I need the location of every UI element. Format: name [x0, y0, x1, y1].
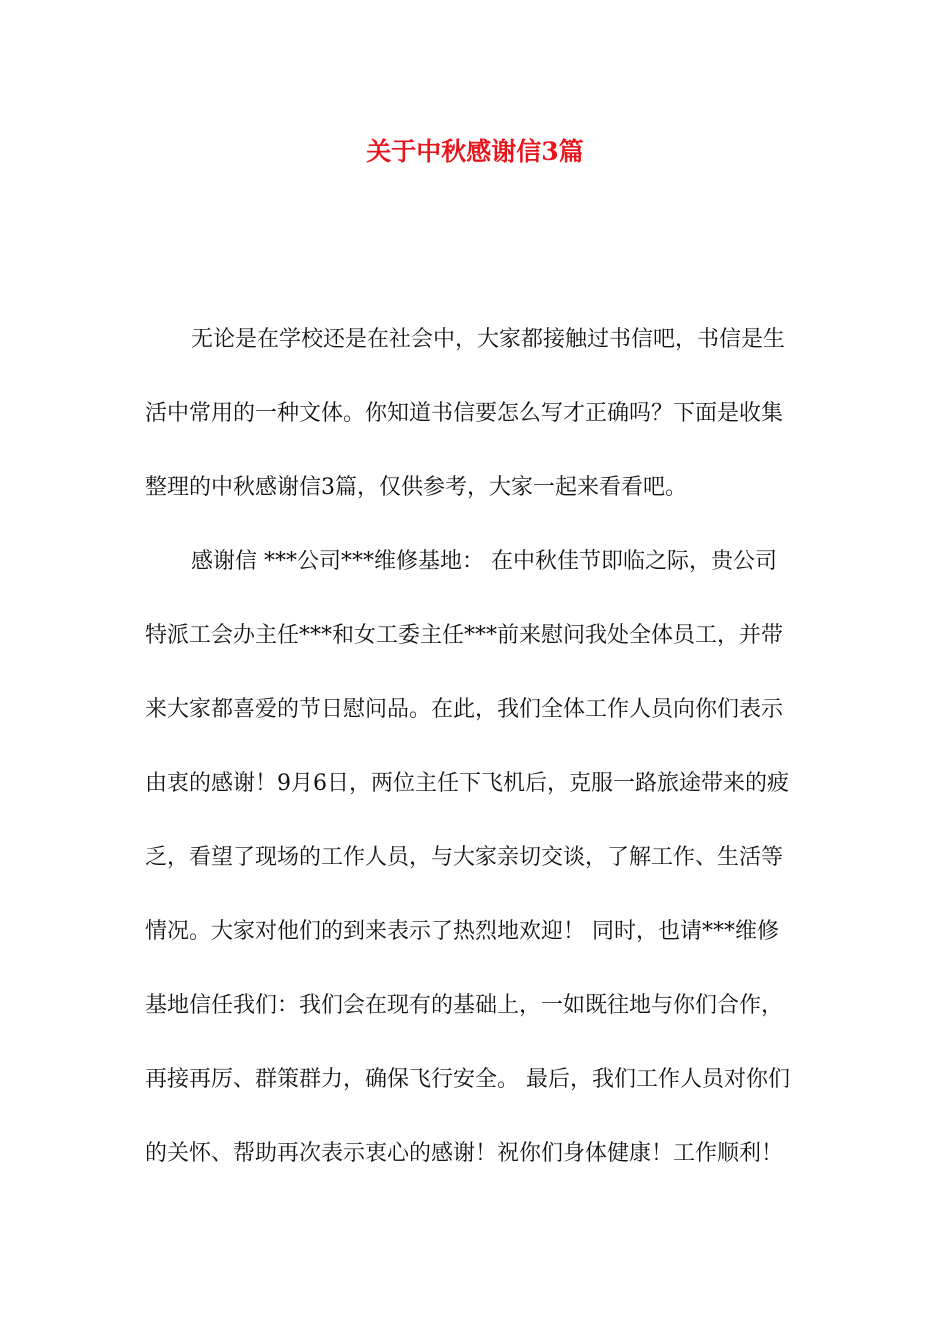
paragraph-2-line-8: 再接再厉、群策群力，确保飞行安全。 最后，我们工作人员对你们 — [145, 1067, 790, 1092]
paragraph-2-line-6: 情况。大家对他们的到来表示了热烈地欢迎！ 同时，也请***维修 — [145, 919, 779, 944]
paragraph-2-line-2: 特派工会办主任***和女工委主任***前来慰问我处全体员工，并带 — [145, 623, 784, 648]
paragraph-1-line-2: 活中常用的一种文体。你知道书信要怎么写才正确吗？下面是收集 — [145, 401, 784, 426]
paragraph-2-line-4: 由衷的感谢！9月6日，两位主任下飞机后，克服一路旅途带来的疲 — [145, 771, 789, 796]
paragraph-2-line-1: 感谢信 ***公司***维修基地： 在中秋佳节即临之际，贵公司 — [191, 549, 777, 574]
document-title: 关于中秋感谢信3篇 — [366, 137, 584, 166]
paragraph-1-line-3: 整理的中秋感谢信3篇，仅供参考，大家一起来看看吧。 — [145, 475, 687, 500]
paragraph-2-line-3: 来大家都喜爱的节日慰问品。在此，我们全体工作人员向你们表示 — [145, 697, 784, 722]
paragraph-2-line-7: 基地信任我们：我们会在现有的基础上，一如既往地与你们合作， — [145, 993, 784, 1018]
paragraph-2-line-5: 乏，看望了现场的工作人员，与大家亲切交谈，了解工作、生活等 — [145, 845, 784, 870]
paragraph-2-line-9: 的关怀、帮助再次表示衷心的感谢！祝你们身体健康！工作顺利！ — [145, 1141, 784, 1166]
paragraph-1-line-1: 无论是在学校还是在社会中，大家都接触过书信吧，书信是生 — [191, 327, 786, 352]
